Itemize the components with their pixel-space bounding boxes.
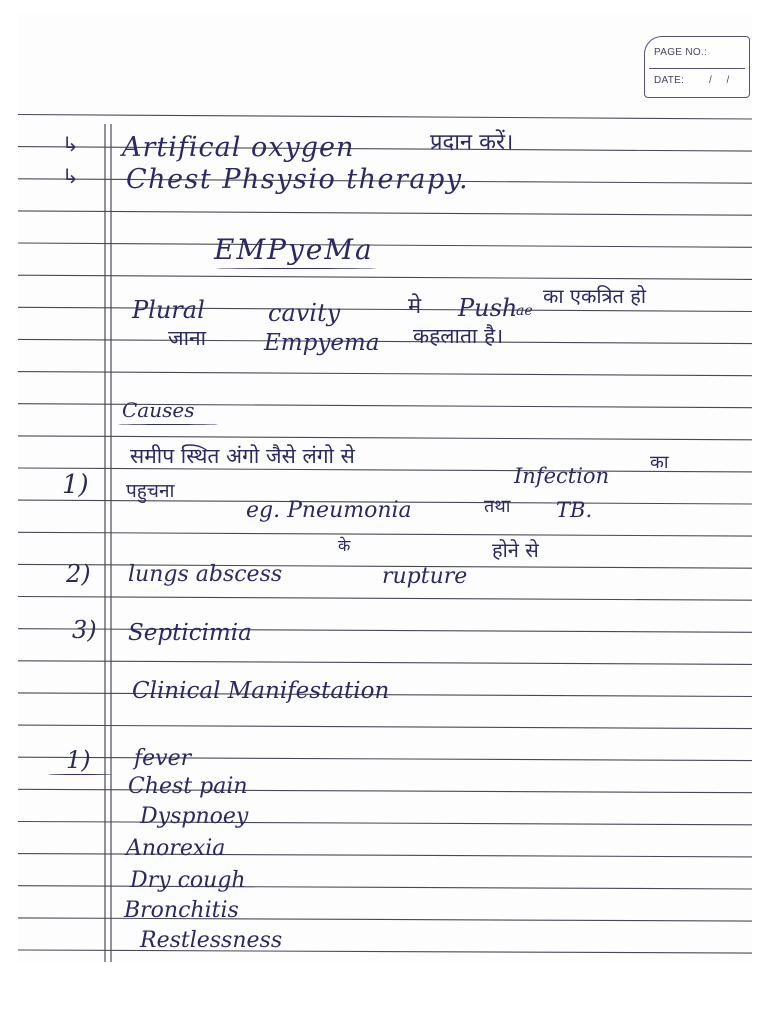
page-date-box bbox=[644, 36, 750, 98]
ruled-line bbox=[18, 661, 752, 665]
cause-1-tb: TB. bbox=[556, 498, 593, 522]
ruled-line bbox=[18, 468, 752, 472]
definition-small-word: ae bbox=[516, 303, 533, 319]
bullet-2-text: Chest Phsysio therapy. bbox=[126, 164, 470, 195]
bullet-arrow-icon: ↳ bbox=[62, 164, 79, 188]
cause-2-number: 2) bbox=[66, 560, 91, 588]
causes-underline bbox=[118, 424, 218, 425]
symptom-restlessness: Restlessness bbox=[140, 928, 283, 953]
cause-2-rupture: rupture bbox=[382, 564, 468, 589]
definition-hindi-kehlata: कहलाता है। bbox=[413, 324, 504, 348]
cause-1-hindi-ka: का bbox=[650, 452, 669, 473]
cause-2-hindi-hone-se: होने से bbox=[492, 538, 539, 562]
cause-2-hindi-ke: के bbox=[338, 536, 351, 555]
definition-word-empyema: Empyema bbox=[264, 330, 380, 356]
ruled-line bbox=[18, 243, 752, 247]
definition-hindi-jana: जाना bbox=[168, 326, 207, 350]
cause-2-text: lungs abscess bbox=[128, 562, 283, 587]
definition-word-push: Push bbox=[458, 294, 518, 322]
cause-1-number: 1) bbox=[62, 470, 89, 500]
page-title: EMPyeMa bbox=[214, 233, 374, 266]
cause-1-hindi-line1: समीप स्थित अंगो जैसे लंगो से bbox=[130, 444, 355, 468]
causes-heading: Causes bbox=[122, 398, 195, 422]
cause-1-hindi-tatha: तथा bbox=[484, 496, 511, 517]
ruled-line bbox=[18, 532, 752, 536]
symptom-bronchitis: Bronchitis bbox=[124, 898, 239, 923]
cause-1-infection: Infection bbox=[514, 464, 610, 488]
cause-1-hindi-line2: पहुचना bbox=[126, 480, 175, 502]
clinical-number-underline bbox=[48, 774, 112, 775]
symptom-dry-cough: Dry cough bbox=[130, 868, 246, 893]
clinical-number: 1) bbox=[66, 746, 91, 774]
date-label: DATE: bbox=[654, 75, 685, 86]
cause-3-number: 3) bbox=[72, 616, 97, 644]
bullet-1-hindi: प्रदान करें। bbox=[430, 130, 514, 155]
notebook-paper bbox=[18, 14, 752, 962]
date-value: / / bbox=[709, 75, 736, 86]
definition-hindi-me: मे bbox=[408, 294, 422, 319]
ruled-line bbox=[18, 950, 752, 953]
bullet-1-text: Artifical oxygen bbox=[122, 132, 355, 163]
ruled-line bbox=[18, 211, 752, 215]
cause-3-text: Septicimia bbox=[128, 620, 252, 646]
page-box-divider bbox=[649, 68, 745, 69]
symptom-dyspnoea: Dyspnoey bbox=[140, 804, 249, 829]
title-underline bbox=[216, 268, 376, 269]
ruled-line bbox=[18, 115, 752, 120]
ruled-line bbox=[18, 597, 752, 601]
ruled-line bbox=[18, 436, 752, 440]
definition-word-cavity: cavity bbox=[268, 299, 341, 327]
symptom-chest-pain: Chest pain bbox=[128, 774, 248, 799]
ruled-line bbox=[18, 725, 752, 729]
ruled-line bbox=[18, 372, 752, 376]
symptom-fever: fever bbox=[134, 746, 192, 771]
definition-word-plural: Plural bbox=[132, 296, 205, 324]
ruled-line bbox=[18, 275, 752, 279]
ruled-line bbox=[18, 339, 752, 343]
bullet-arrow-icon: ↳ bbox=[62, 132, 79, 156]
clinical-heading: Clinical Manifestation bbox=[132, 678, 390, 704]
symptom-anorexia: Anorexia bbox=[126, 836, 226, 861]
page-no-label: PAGE NO.: bbox=[654, 47, 708, 58]
definition-hindi-ekatrit: का एकत्रित हो bbox=[543, 284, 647, 308]
cause-1-eg-pneumonia: eg. Pneumonia bbox=[246, 498, 412, 523]
ruled-line bbox=[18, 886, 752, 889]
ruled-line bbox=[18, 822, 752, 825]
ruled-line bbox=[18, 757, 752, 760]
